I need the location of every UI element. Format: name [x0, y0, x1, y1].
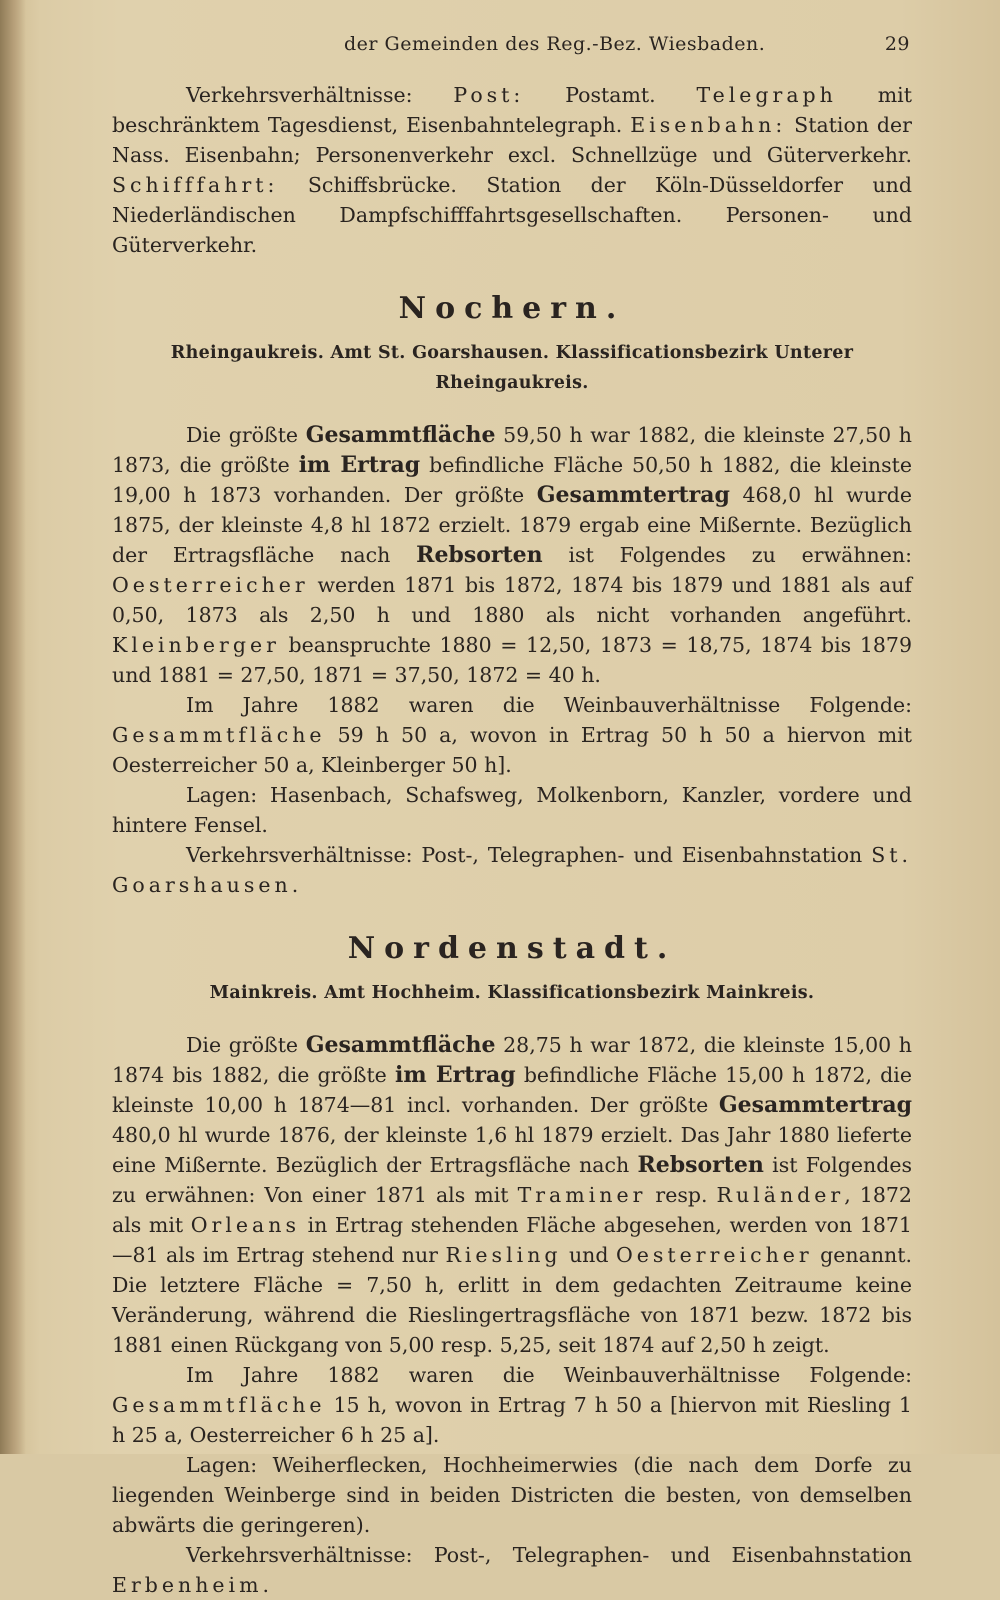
text-run: Kleinberger [112, 633, 280, 657]
text-run: Orleans [190, 1213, 300, 1237]
text-run: Verkehrsverhältnisse: Post-, Telegraphen- und Eisenbahnstation [186, 1543, 912, 1567]
text-run: 59,50 h war 1882, die kleinste 27,50 h 1873, die größte [112, 423, 912, 477]
page-header [112, 33, 910, 59]
page-body [112, 80, 912, 1600]
text-run: Schifffahrt: [112, 173, 279, 197]
text-run: Rebsorten [637, 1152, 764, 1178]
text-run: beanspruchte 1880 = 12,50, 1873 = 18,75, 1874 bis 1879 und 1881 = 27,50, 1871 = 37,50, 1872 = 40 h. [112, 633, 912, 687]
text-run: Traminer [517, 1183, 647, 1207]
text-run: befindliche Fläche 15,00 h 1872, die kleinste 10,00 h 1874—81 incl. vorhanden. Der größte [112, 1063, 912, 1117]
section-title-nochern: Nochern. [398, 291, 626, 326]
section-title-nordenstadt: Nordenstadt. [347, 931, 677, 966]
text-run: ist Folgendes zu erwähnen: Von einer 1871 als mit [112, 1153, 912, 1207]
text-run: Verkehrsverhältnisse: Post-, Telegraphen- und Eisenbahnstation [186, 843, 863, 867]
text-run: Eisenbahn: [630, 113, 787, 137]
text-run: Schiffsbrücke. Station der Köln-Düsseldorfer und Niederländischen Dampfschifffahrtsgesellschaften. Personen- und Güterverkehr. [112, 173, 912, 257]
text-run: Gesammtertrag [718, 1092, 912, 1118]
text-run: Station der Nass. Eisenbahn; Personenverkehr excl. Schnellzüge und Güterverkehr. [112, 113, 912, 167]
intro-traffic-paragraph [112, 80, 912, 260]
text-run: Gesammtfläche [112, 1393, 326, 1417]
text-run: 28,75 h war 1872, die kleinste 15,00 h 1874 bis 1882, die größte [112, 1033, 912, 1087]
nordenstadt-area-paragraph [112, 1030, 912, 1360]
text-run: genannt. Die letztere Fläche = 7,50 h, erlitt in dem gedachten Zeitraume keine Veränderung, während die Rieslingertragsfläche von 1871 bezw. 1872 bis 1881 einen Rückgang von 5,00 resp. 5,25, seit 1874 auf 2,50 h zeigt. [112, 1243, 912, 1357]
text-run: 59 h 50 a, wovon in Ertrag 50 h 50 a hiervon mit Oesterreicher 50 a, Kleinberger 50 h]. [112, 723, 912, 777]
text-run: , 1872 als mit [112, 1183, 912, 1237]
text-run: Gesammtfläche [305, 1032, 496, 1058]
page-spine-shadow [0, 0, 26, 1454]
text-run: Die größte [186, 423, 299, 447]
text-run: St. Goarshausen. [112, 843, 912, 897]
text-run: mit beschränktem Tagesdienst, Eisenbahntelegraph. [112, 83, 912, 137]
text-run: 468,0 hl wurde 1875, der kleinste 4,8 hl 1872 erzielt. 1879 ergab eine Mißernte. Bezüglich der Ertragsfläche nach [112, 483, 912, 567]
text-run: 480,0 hl wurde 1876, der kleinste 1,6 hl 1879 erzielt. Das Jahr 1880 lieferte eine Mißernte. Bezüglich der Ertragsfläche nach [112, 1123, 912, 1177]
text-run: Post: [453, 83, 525, 107]
page-number: 29 [884, 33, 910, 55]
text-run: Die größte [186, 1033, 299, 1057]
text-run: Erbenheim. [112, 1573, 274, 1597]
running-head: der Gemeinden des Reg.-Bez. Wiesbaden. [344, 33, 766, 55]
text-run: Rebsorten [416, 542, 543, 568]
nordenstadt-traffic [112, 1540, 912, 1600]
text-run: im Ertrag [298, 452, 421, 478]
text-run: befindliche Fläche 50,50 h 1882, die kleinste 19,00 h 1873 vorhanden. Der größte [112, 453, 912, 507]
text-run: in Ertrag stehenden Fläche abgesehen, werden von 1871—81 als im Ertrag stehend nur [112, 1213, 912, 1267]
text-run: Oesterreicher [615, 1243, 813, 1267]
nochern-1882-paragraph [112, 690, 912, 780]
text-run: Im Jahre 1882 waren die Weinbauverhältnisse Folgende: [186, 1363, 912, 1387]
text-run: ist Folgendes zu erwähnen: [568, 543, 912, 567]
section-subtitle-nochern: Rheingaukreis. Amt St. Goarshausen. Klassificationsbezirk Unterer Rheingaukreis. [170, 343, 854, 393]
nordenstadt-lagen: Lagen: Weiherflecken, Hochheimerwies (die nach dem Dorfe zu liegenden Weinberge sind in beiden Districten die besten, von demselben abwärts die geringeren). [112, 1453, 912, 1537]
text-run: Oesterreicher [112, 573, 309, 597]
nochern-area-paragraph [112, 420, 912, 690]
text-run: werden 1871 bis 1872, 1874 bis 1879 und 1881 als auf 0,50, 1873 als 2,50 h und 1880 als nicht vorhanden angeführt. [112, 573, 912, 627]
nochern-traffic [112, 840, 912, 900]
text-run: Telegraph [696, 83, 837, 107]
section-subtitle-nordenstadt: Mainkreis. Amt Hochheim. Klassificationsbezirk Mainkreis. [209, 983, 815, 1003]
text-run: 15 h, wovon in Ertrag 7 h 50 a [hiervon mit Riesling 1 h 25 a, Oesterreicher 6 h 25 a]. [112, 1393, 912, 1447]
text-run: Riesling [445, 1243, 562, 1267]
nochern-lagen: Lagen: Hasenbach, Schafsweg, Molkenborn, Kanzler, vordere und hintere Fensel. [112, 783, 912, 837]
nordenstadt-1882-paragraph [112, 1360, 912, 1450]
text-run: Ruländer [716, 1183, 845, 1207]
text-run: Gesammtertrag [536, 482, 730, 508]
text-run: und [568, 1243, 609, 1267]
text-run: Gesammtfläche [112, 723, 326, 747]
text-run: Postamt. [565, 83, 656, 107]
text-run: Gesammtfläche [305, 422, 496, 448]
text-run: Verkehrsverhältnisse: [186, 83, 413, 107]
text-run: resp. [655, 1183, 708, 1207]
text-run: im Ertrag [394, 1062, 516, 1088]
text-run: Im Jahre 1882 waren die Weinbauverhältnisse Folgende: [186, 693, 912, 717]
